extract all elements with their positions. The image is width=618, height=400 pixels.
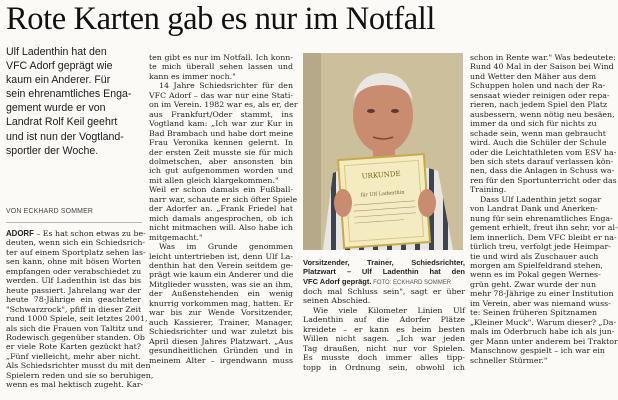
article-line: Schuppen holen und nach der Ra-	[470, 81, 606, 91]
article-line: narr war, schaute er sich öfter Spiele	[149, 194, 298, 204]
article-line: on im Verein. 1982 war es, als er, der	[149, 100, 298, 110]
article-line: aus Frankfurt/Oder stammt, ins	[149, 109, 293, 119]
article-line: Weil er schon damals ein Fußball-	[149, 185, 293, 195]
article-line: Mitglieder wussten, was sie an ihm,	[149, 279, 293, 289]
article-line: heute 78-Jährige ein geachteter	[6, 295, 141, 305]
article-line: Training.	[470, 185, 507, 195]
article-line: Ladenthin auf die Adorfer Plätze	[303, 315, 465, 325]
article-line: „Kleiner Muck". Warum dieser? „Da-	[470, 317, 617, 327]
photo-credit: FOTO: ECKHARD SOMMER	[371, 279, 452, 286]
portrait-photo	[303, 53, 463, 250]
article-line: gement erhielt, freut ihn sehr, vor al-	[470, 223, 618, 233]
article-text: – Es hat schon etwas zu be-	[33, 229, 146, 238]
teaser-line: VFC Adorf geprägt wie	[6, 60, 113, 73]
caption-line: Platzwart – Ulf Ladenthin hat den	[303, 267, 465, 277]
article-line: kreidete – er kann es beim besten	[303, 324, 465, 334]
article-line: ger Mann unter anderem bei Traktor	[470, 336, 618, 346]
article-line: sensaat wieder reinigen oder repa-	[470, 90, 610, 100]
teaser	[6, 45, 136, 158]
article-column-4	[470, 53, 618, 365]
article-line: Was im Grunde genommen	[159, 242, 293, 252]
article-line: ausbessern, wenn nötig neu besäen,	[470, 109, 615, 119]
photo-illustration	[303, 53, 463, 250]
article-line: wenn es im Pokal gegen Wernes-	[470, 270, 601, 280]
article-line: "Schwarzrock", pfiff in dieser Zeit	[6, 304, 142, 314]
article-line: lem innerlich. Dem VFC bleibt er na-	[470, 232, 617, 242]
teaser-line: kaum ein Anderer. Für	[6, 74, 111, 87]
article-line: gesundheitlichen Gründen und in	[149, 346, 293, 356]
article-line: er viele Rote Karten gezückt hat?	[6, 342, 141, 352]
article-line: Wie viele Kilometer Linien Ulf	[313, 305, 465, 315]
article-line: ten gibt es nur im Notfall. Ich konn-	[149, 53, 293, 62]
article-line: im Verein, aber was niemand wuss-	[470, 298, 611, 308]
article-line: rieren, nach jedem Spiel den Platz	[470, 100, 608, 110]
article-line: ben sich stets darauf verlassen kön-	[470, 156, 614, 166]
byline: VON ECKHARD SOMMER	[6, 208, 94, 215]
teaser-line: Ulf Ladenthin hat den	[6, 46, 107, 58]
article-line: meinem Alter – irgendwann muss	[149, 355, 293, 365]
article-line: Frau Veronika kennen gelernt. In	[149, 138, 293, 148]
certificate-title: URKUNDE	[361, 169, 401, 181]
article-line: knurrig vorkommen mag, hatten. Er	[149, 298, 294, 308]
article-line: Spielern reden und sie so beruhigen,	[6, 370, 154, 380]
article-line: nung für sein ehrenamtliches Enga-	[470, 213, 613, 223]
article-line: doch mal Schluss sein", sagt er über	[303, 287, 465, 296]
article-line: der Adorfer an. „Frank Friedel hat	[149, 204, 293, 214]
article-line: morgen am Spielfeldrand stehen,	[470, 260, 603, 270]
certificate-text: für Ulf Ladenthin	[360, 189, 405, 199]
article-line: Manschnow gespielt – ich war ein	[470, 346, 605, 356]
article-line: prägt wie kaum ein Anderer und die	[149, 270, 294, 280]
article-line: werden. Ulf Ladenthin ist das bis	[6, 276, 141, 286]
divider	[6, 222, 142, 223]
article-column-3	[303, 287, 465, 372]
article-column-2	[149, 53, 298, 365]
article-line: war bis zur Wende Vorsitzender,	[149, 308, 293, 318]
article-line: Es musste doch immer alles tipp-	[303, 353, 465, 363]
article-line: schade sein, wenn man gebraucht	[470, 128, 606, 138]
article-line: ich gut aufgenommen worden und	[149, 166, 293, 176]
article-line: schon in Rente war." Was bedeutete:	[470, 53, 616, 62]
article-line: kann es immer noch."	[149, 71, 236, 81]
article-line: der Außenstehenden ein wenig	[149, 289, 293, 299]
article-line: wenn es mal hektisch zugeht. Kar-	[6, 380, 144, 390]
article-line: nen, dass die Anlagen in Schuss wa-	[470, 166, 615, 176]
article-line: „Fünf vielleicht, mehr aber nicht.	[6, 351, 141, 361]
article-line: mehr 78-Jährige zu einer Institution	[470, 289, 614, 299]
article-line: seinen Abschied.	[303, 296, 371, 306]
teaser-line: gement wurde er von	[6, 102, 106, 115]
headline: Rote Karten gab es nur im Notfall	[6, 1, 436, 37]
caption-line: Vorsitzender, Trainer, Schiedsrichter,	[303, 258, 465, 267]
article-line: dolmetschen, aber ansonsten bin	[149, 156, 293, 166]
article-line: auch Kassierer, Trainer, Manager,	[149, 317, 293, 327]
article-line: Als Schiedsrichter musst du mit den	[6, 361, 151, 371]
article-line: leicht untertrieben ist, denn Ulf La-	[149, 251, 293, 261]
article-line: VFC Adorf – das war nur eine Stati-	[149, 90, 293, 100]
article-line: Bad Brambach und habe dort meine	[149, 128, 294, 138]
article-line: mitgemacht."	[149, 232, 203, 242]
article-line: von Landrat Dank und Anerken-	[470, 204, 598, 214]
article-line	[6, 229, 146, 238]
teaser-line: sportler der Woche.	[6, 144, 99, 157]
article-line: rund 1000 Spiele, seit letztes 2001,	[6, 314, 148, 324]
article-line: Rodewisch gegenüber standen. Ob	[6, 332, 145, 342]
article-line: mit allen gleich klargekommen."	[149, 175, 279, 185]
article-line: denthin hat den Verein seitdem ge-	[149, 260, 293, 270]
article-column-1	[6, 229, 154, 390]
article-line: der ersten Zeit musste sie für mich	[149, 147, 293, 157]
article-line: Willen nicht sagen. „Ich war jeden	[303, 334, 465, 344]
article-line: mals im Oderbruch habe ich als jun-	[470, 327, 615, 337]
caption-line: VFC Adorf geprägt.	[303, 276, 372, 286]
article-line: grün geht. Zwar wurde der nun	[470, 279, 597, 289]
article-line: und Wetter den Mäher aus dem	[470, 71, 597, 81]
article-line: Vogtland kam: „Ich war zur Kur in	[149, 119, 293, 129]
article-line: heute passiert. Jahrelang war der	[6, 285, 141, 295]
article-line: tie und wird als Zuschauer auch	[470, 251, 599, 261]
teaser-line: Landrat Rolf Keil geehrt	[6, 116, 118, 129]
article-line: sen kann, ohne mit bösen Worten	[6, 257, 141, 267]
photo-caption	[303, 258, 465, 288]
teaser-line: sein ehrenamtliches Enga-	[6, 88, 132, 101]
article-line: April diesen Jahres Platzwart. „Aus	[149, 336, 293, 346]
teaser-line: und ist nun der Vogtland-	[6, 130, 124, 143]
article-line: empfangen oder verabschiedet zu	[6, 266, 142, 276]
dateline: ADORF	[6, 229, 34, 238]
article-line: topp in Ordnung sein, obwohl ich	[303, 362, 465, 372]
article-line: te mich überall sehen lassen und	[149, 62, 293, 72]
article-line: türlich treu, verfolgt jede Heimpar-	[470, 242, 611, 252]
article-line: 14 Jahre Schiedsrichter für den	[159, 81, 293, 91]
article-line: immer da und sich für nichts zu	[470, 119, 597, 129]
article-line: wird. Auch die Schüler der Schule	[470, 138, 607, 148]
article-line: Dass Ulf Ladenthin jetzt sogar	[480, 194, 602, 204]
article-line: schneller Stürmer."	[470, 355, 548, 365]
article-line: deuten, wenn sich ein Schiedsrich-	[6, 238, 146, 248]
article-line: ter auf einem Sportplatz sehen las-	[6, 247, 146, 257]
article-line: Rund 40 Mal in der Saison bei Wind	[470, 62, 614, 72]
article-line: oder die Leichtathleten vom ESV ha-	[470, 147, 617, 157]
article-line: nicht mitmachen will. Also habe ich	[149, 223, 293, 233]
article-line: te: Seinen früheren Spitznamen	[470, 308, 598, 318]
article-line: mich damals angesprochen, ob ich	[149, 213, 293, 223]
article-line: Tag draußen, nicht nur vor Spielen.	[303, 343, 465, 353]
article-line: als sich die Frauen von Taltitz und	[6, 323, 144, 333]
article-line: ren für den Sportunterricht oder das	[470, 175, 617, 185]
article-line: Schiedsrichter und war zuletzt bis	[149, 327, 293, 337]
